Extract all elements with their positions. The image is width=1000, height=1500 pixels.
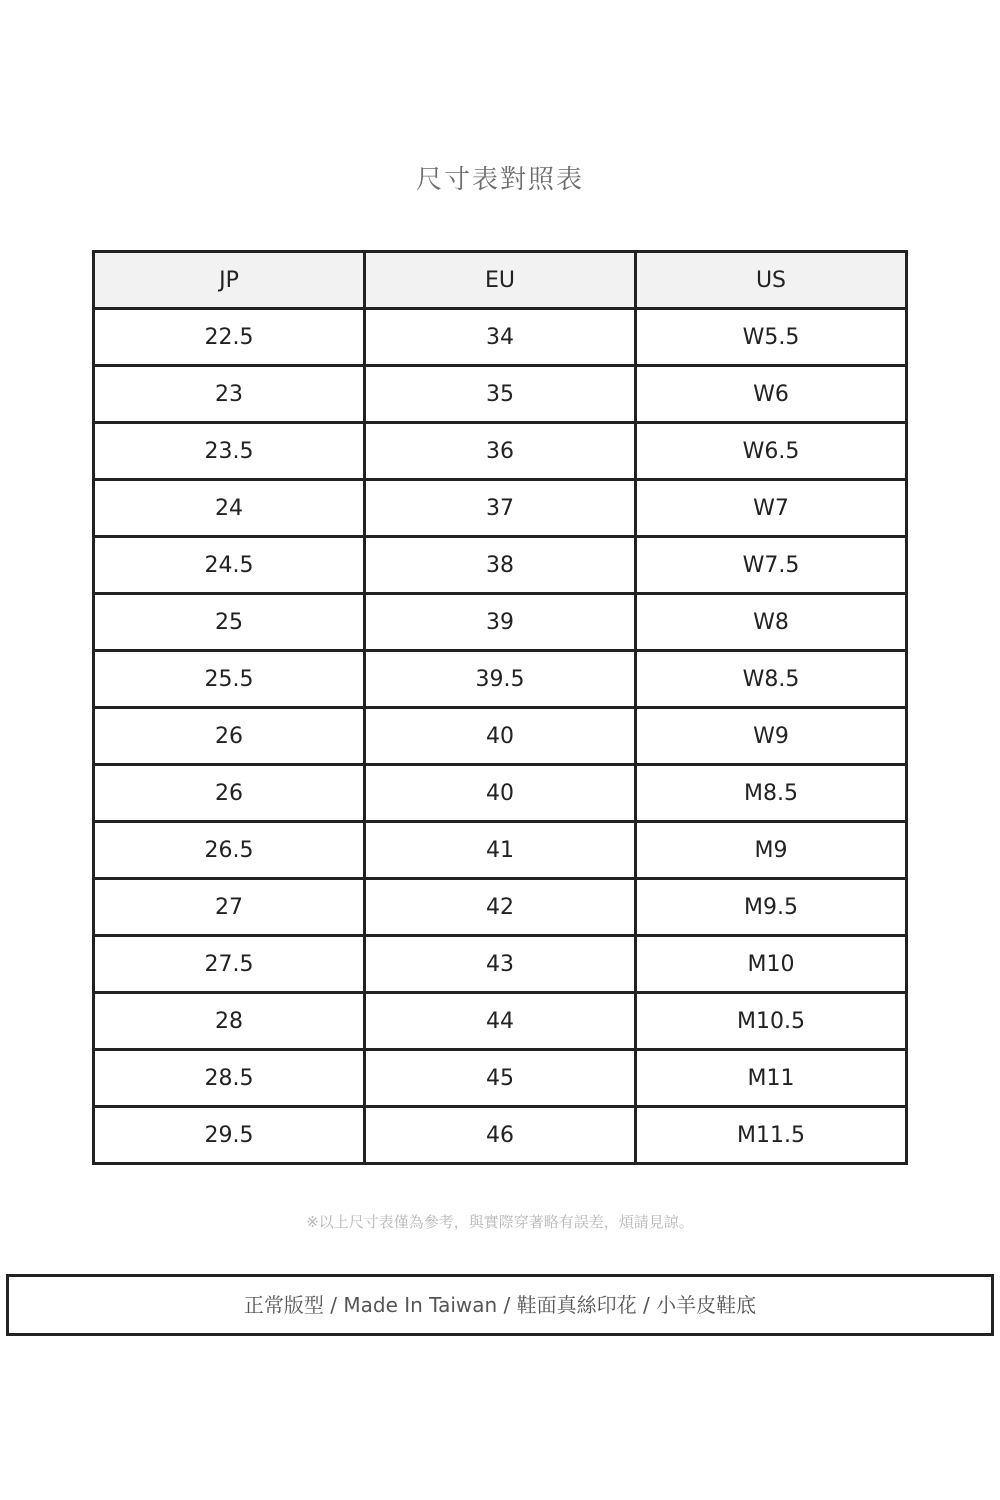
cell-us: W8.5 [636, 651, 907, 708]
column-header-jp: JP [94, 252, 365, 309]
cell-jp: 23.5 [94, 423, 365, 480]
cell-eu: 39.5 [365, 651, 636, 708]
cell-jp: 28.5 [94, 1050, 365, 1107]
table-row [94, 366, 907, 423]
cell-us: M10 [636, 936, 907, 993]
table-row [94, 480, 907, 537]
table-row [94, 423, 907, 480]
cell-jp: 24.5 [94, 537, 365, 594]
cell-us: M8.5 [636, 765, 907, 822]
cell-eu: 36 [365, 423, 636, 480]
cell-eu: 44 [365, 993, 636, 1050]
table-row [94, 879, 907, 936]
column-header-eu: EU [365, 252, 636, 309]
cell-us: M10.5 [636, 993, 907, 1050]
cell-us: W7 [636, 480, 907, 537]
cell-eu: 39 [365, 594, 636, 651]
cell-us: W9 [636, 708, 907, 765]
table-row [94, 993, 907, 1050]
cell-jp: 23 [94, 366, 365, 423]
cell-eu: 37 [365, 480, 636, 537]
page-title: 尺寸表對照表 [415, 165, 584, 195]
cell-us: W7.5 [636, 537, 907, 594]
cell-us: M11 [636, 1050, 907, 1107]
cell-jp: 26 [94, 708, 365, 765]
table-row [94, 1050, 907, 1107]
table-row [94, 309, 907, 366]
cell-jp: 24 [94, 480, 365, 537]
cell-eu: 40 [365, 708, 636, 765]
product-features-box: 正常版型 / Made In Taiwan / 鞋面真絲印花 / 小羊皮鞋底 [6, 1274, 994, 1336]
cell-jp: 27 [94, 879, 365, 936]
table-row [94, 537, 907, 594]
cell-eu: 40 [365, 765, 636, 822]
cell-eu: 34 [365, 309, 636, 366]
cell-us: M9 [636, 822, 907, 879]
cell-eu: 46 [365, 1107, 636, 1164]
table-row [94, 1107, 907, 1164]
cell-jp: 25.5 [94, 651, 365, 708]
table-header-row [94, 252, 907, 309]
column-header-us: US [636, 252, 907, 309]
table-body [94, 309, 907, 1164]
cell-us: M9.5 [636, 879, 907, 936]
table-row [94, 651, 907, 708]
table-row [94, 765, 907, 822]
cell-jp: 26.5 [94, 822, 365, 879]
cell-us: W5.5 [636, 309, 907, 366]
cell-eu: 41 [365, 822, 636, 879]
cell-us: W6 [636, 366, 907, 423]
cell-jp: 27.5 [94, 936, 365, 993]
table-row [94, 822, 907, 879]
table-row [94, 708, 907, 765]
cell-jp: 28 [94, 993, 365, 1050]
cell-jp: 26 [94, 765, 365, 822]
cell-jp: 22.5 [94, 309, 365, 366]
cell-eu: 38 [365, 537, 636, 594]
cell-jp: 25 [94, 594, 365, 651]
cell-us: W6.5 [636, 423, 907, 480]
cell-us: W8 [636, 594, 907, 651]
disclaimer-note: ※以上尺寸表僅為參考，與實際穿著略有誤差，煩請見諒。 [306, 1213, 694, 1231]
cell-jp: 29.5 [94, 1107, 365, 1164]
size-chart-table [92, 250, 908, 1165]
cell-eu: 35 [365, 366, 636, 423]
cell-us: M11.5 [636, 1107, 907, 1164]
cell-eu: 45 [365, 1050, 636, 1107]
table-row [94, 936, 907, 993]
cell-eu: 43 [365, 936, 636, 993]
cell-eu: 42 [365, 879, 636, 936]
table-row [94, 594, 907, 651]
